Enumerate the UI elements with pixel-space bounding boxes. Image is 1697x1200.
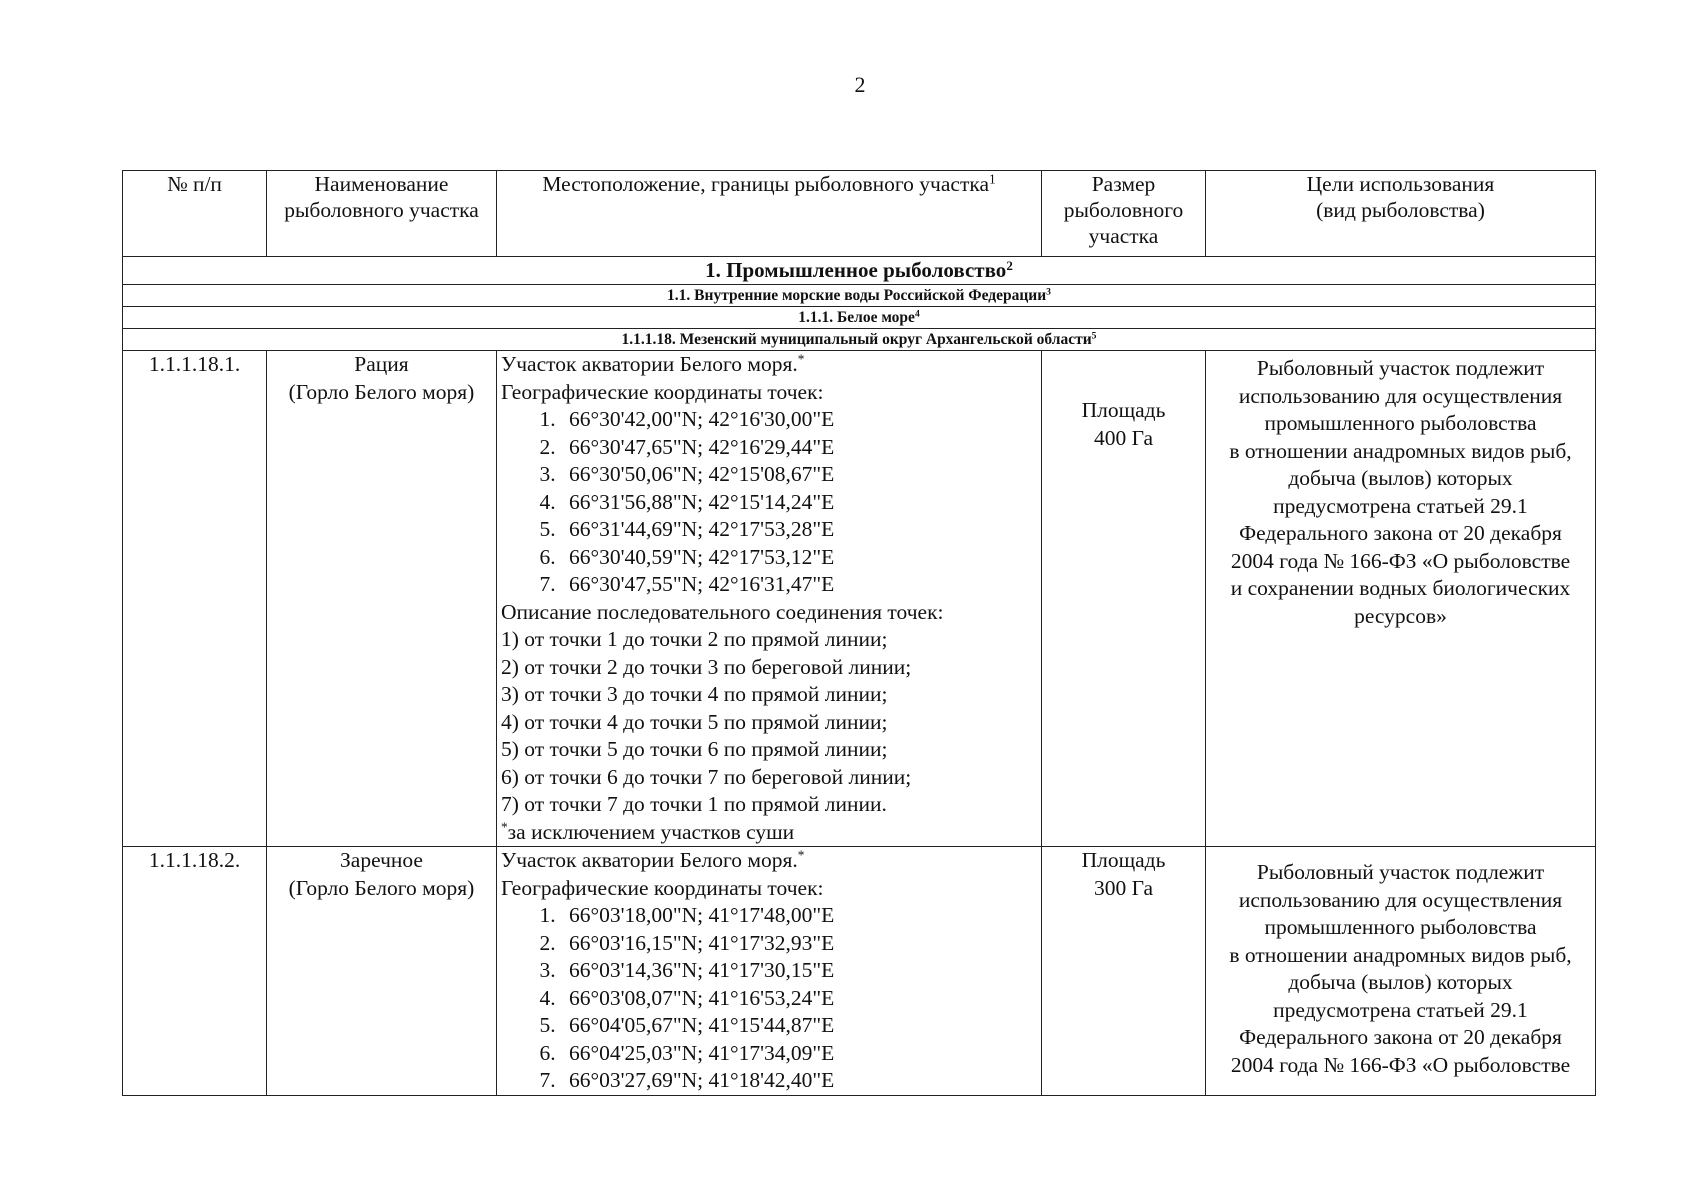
table-row [123, 847, 1596, 1096]
area-name: Рация (Горло Белого моря) [267, 351, 497, 847]
footnote-ref: 2 [1006, 257, 1013, 273]
coordinate-item: 7. 66°30'47,55"N; 42°16'31,47"E [561, 571, 1037, 599]
coordinate-item: 4. 66°31'56,88"N; 42°15'14,24"E [561, 489, 1037, 517]
connection-item: 7) от точки 7 до точки 1 по прямой линии. [501, 792, 887, 816]
coordinate-list [501, 406, 1037, 599]
coordinate-item: 4. 66°03'08,07"N; 41°16'53,24"E [561, 985, 1037, 1013]
area-name: Заречное (Горло Белого моря) [267, 847, 497, 1096]
coordinate-list [501, 902, 1037, 1095]
coordinate-item: 5. 66°04'05,67"N; 41°15'44,87"E [561, 1012, 1037, 1040]
coordinate-item: 2. 66°30'47,65"N; 42°16'29,44"E [561, 434, 1037, 462]
row-number: 1.1.1.18.2. [123, 847, 267, 1096]
coordinate-item: 6. 66°30'40,59"N; 42°17'53,12"E [561, 544, 1037, 572]
coordinate-item: 1. 66°03'18,00"N; 41°17'48,00"E [561, 902, 1037, 930]
connection-item: 4) от точки 4 до точки 5 по прямой линии; [501, 709, 888, 734]
coordinate-item: 1. 66°30'42,00"N; 42°16'30,00"E [561, 406, 1037, 434]
section-heading-white-sea: 1.1.1. Белое море$^4$ [123, 307, 1596, 329]
coordinate-item: 3. 66°03'14,36"N; 41°17'30,15"E [561, 957, 1037, 985]
table-row [123, 351, 1596, 847]
section-heading-mezen-district: 1.1.1.18. Мезенский муниципальный округ Архангельской области$^5$ [123, 329, 1596, 351]
header-area-name: Наименование рыболовного участка [267, 171, 497, 257]
row-number: 1.1.1.18.1. [123, 351, 267, 847]
area-size: Площадь 300 Га [1042, 847, 1206, 1096]
footnote-ref: 4 [914, 308, 920, 320]
coordinate-item: 7. 66°03'27,69"N; 41°18'42,40"E [561, 1067, 1037, 1095]
footnote-ref: 5 [1091, 330, 1097, 342]
area-purpose: Рыболовный участок подлежит использованию для осуществления промышленного рыболовства в отношении анадромных видов рыб, добыча (вылов) которых предусмотрена статьей 29.1 Федерального закона от 20 декабря 2004 года № 166-ФЗ «О рыболовстве и сохранении водных биологических ресурсов» [1206, 351, 1596, 847]
connection-item: 6) от точки 6 до точки 7 по береговой линии; [501, 764, 912, 789]
footnote-text: *за исключением участков суши [501, 819, 795, 844]
page-number: 2 [854, 72, 866, 97]
connection-item: 1) от точки 1 до точки 2 по прямой линии; [501, 627, 888, 651]
coordinate-item: 2. 66°03'16,15"N; 41°17'32,93"E [561, 930, 1037, 958]
footnote-ref: 3 [1046, 286, 1051, 298]
header-size: Размер рыболовного участка [1042, 171, 1206, 257]
connection-list [501, 626, 1037, 819]
section-heading-industrial-fishing: 1. Промышленное рыболовство$^2$ [123, 257, 1596, 285]
header-purpose: Цели использования (вид рыболовства) [1206, 171, 1596, 257]
coordinate-item: 5. 66°31'44,69"N; 42°17'53,28"E [561, 516, 1037, 544]
area-size: Площадь 400 Га [1042, 351, 1206, 847]
area-purpose: Рыболовный участок подлежит использованию для осуществления промышленного рыболовства в отношении анадромных видов рыб, добыча (вылов) которых предусмотрена статьей 29.1 Федерального закона от 20 декабря 2004 года № 166-ФЗ «О рыболовстве [1206, 847, 1596, 1096]
connection-item: 3) от точки 3 до точки 4 по прямой линии; [501, 682, 888, 706]
table-header-row [123, 171, 1596, 257]
footnote-ref: 1 [989, 171, 996, 187]
section-heading-internal-waters: 1.1. Внутренние морские воды Российской Федерации$^3$ [123, 285, 1596, 307]
area-location: Участок акватории Белого моря.* Географические координаты точек: 1. 66°03'18,00"N; 41°17'48,00"E 2. 66°03'16,15"N; 41°17'32,93"E 3. 66°03'14,36"N; 41°17'30,15"E 4. 66°03'08,07"N; 41°16'53,24"E 5. 66°04'05,67"N; 41°15'44,87"E 6. 66°04'25,03"N; 41°17'34,09"E 7. 66°03'27,69"N; 41°18'42,40"E [497, 847, 1042, 1096]
connection-item: 2) от точки 2 до точки 3 по береговой линии; [501, 654, 912, 679]
coordinate-item: 6. 66°04'25,03"N; 41°17'34,09"E [561, 1040, 1037, 1068]
header-location: Местоположение, границы рыболовного участка$^1$ [497, 171, 1042, 257]
fishing-areas-table [122, 170, 1596, 1096]
coordinate-item: 3. 66°30'50,06"N; 42°15'08,67"E [561, 461, 1037, 489]
header-number: № п/п [123, 171, 267, 257]
area-location: Участок акватории Белого моря.* Географические координаты точек: 1. 66°30'42,00"N; 42°16'30,00"E 2. 66°30'47,65"N; 42°16'29,44"E 3. 66°30'50,06"N; 42°15'08,67"E 4. 66°31'56,88"N; 42°15'14,24"E 5. 66°31'44,69"N; 42°17'53,28"E 6. 66°30'40,59"N; 42°17'53,12"E 7. 66°30'47,55"N; 42°16'31,47"E Описание последовательного соединения точек: 1) от точки 1 до точки 2 по прямой линии; 2) от точки 2 до точки 3 по береговой линии; 3) от точки 3 до точки 4 по прямой линии; 4) от точки 4 до точки 5 по прямой линии; 5) от точки 5 до точки 6 по прямой линии; 6) от точки 6 до точки 7 по береговой линии; 7) от точки 7 до точки 1 по прямой линии. *за исключением участков суши [497, 351, 1042, 847]
connection-item: 5) от точки 5 до точки 6 по прямой линии; [501, 737, 888, 761]
